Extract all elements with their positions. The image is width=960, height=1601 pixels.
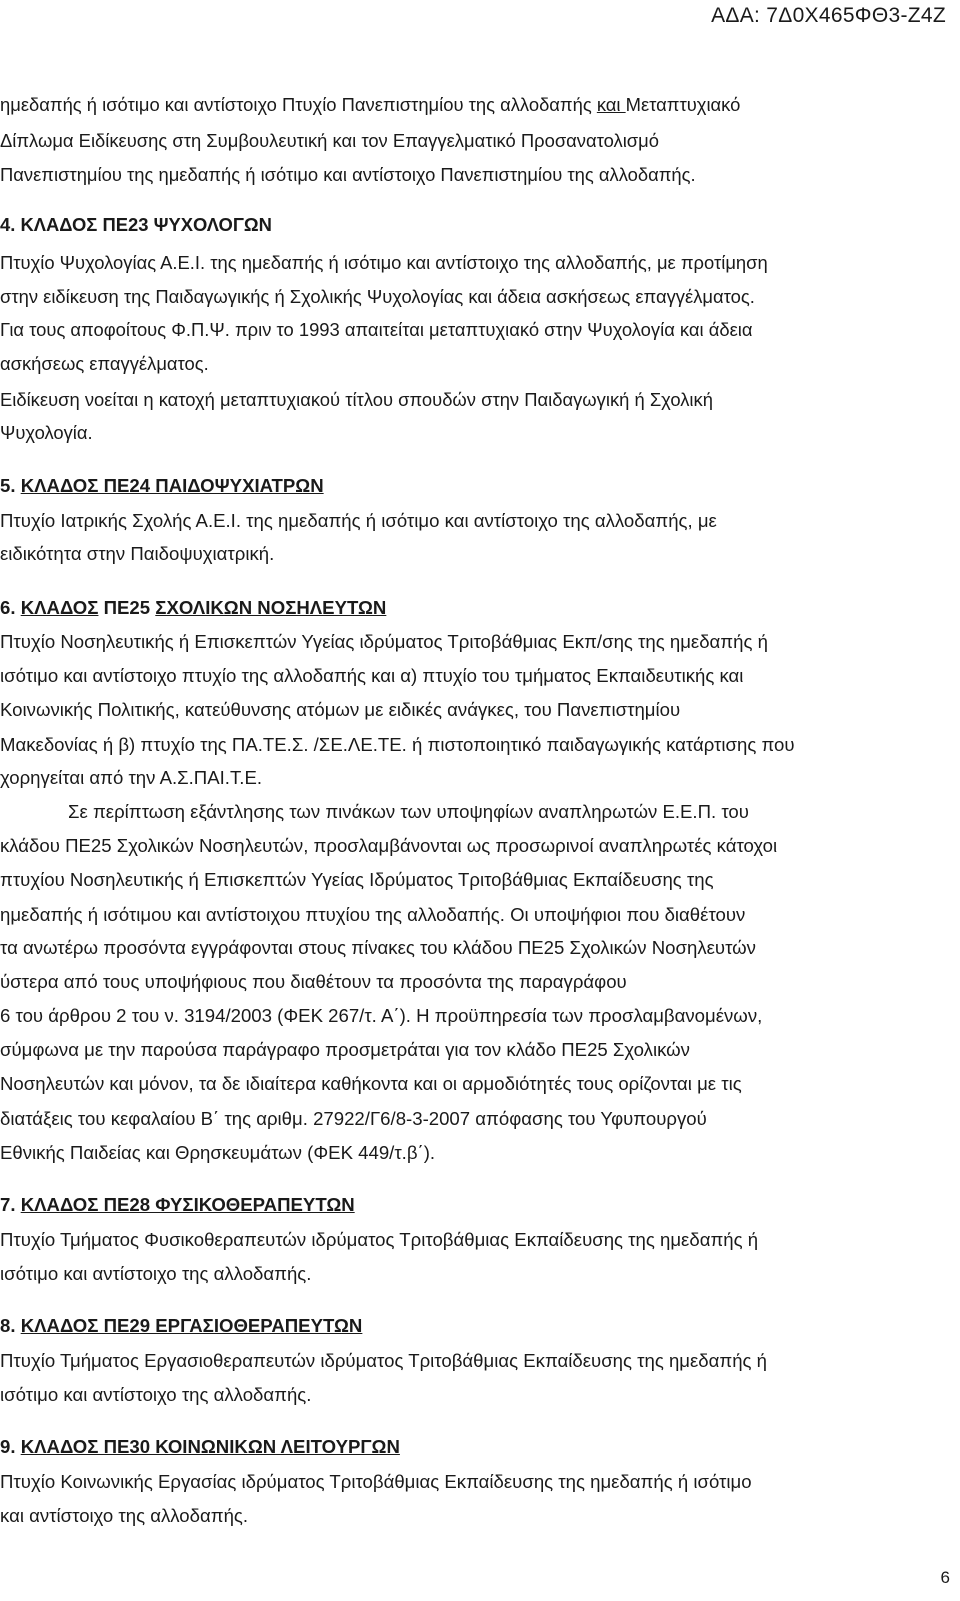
section-8-heading: 8. ΚΛΑΔΟΣ ΠΕ29 ΕΡΓΑΣΙΟΘΕΡΑΠΕΥΤΩΝ [0,1315,363,1336]
section-8-line: Πτυχίο Τμήματος Εργασιοθεραπευτών ιδρύματος Τριτοβάθμιας Εκπαίδευσης της ημεδαπής ή [0,1350,768,1371]
section-6-paragraph-line: 6 του άρθρου 2 του ν. 3194/2003 (ΦΕΚ 267/τ. Α΄). Η προϋπηρεσία των προσλαμβανομένων, [0,1005,763,1026]
section-7-heading: 7. ΚΛΑΔΟΣ ΠΕ28 ΦΥΣΙΚΟΘΕΡΑΠΕΥΤΩΝ [0,1194,355,1215]
page-number: 6 [940,1568,950,1587]
section-4-line: Ψυχολογία. [0,422,93,443]
section-6-line: ισότιμο και αντίστοιχο πτυχίο της αλλοδαπής και α) πτυχίο του τμήματος Εκπαιδευτικής και [0,665,744,686]
section-4-line: Ειδίκευση νοείται η κατοχή μεταπτυχιακού τίτλου σπουδών στην Παιδαγωγική ή Σχολική [0,389,713,410]
section-4-heading: 4. ΚΛΑΔΟΣ ΠΕ23 ΨΥΧΟΛΟΓΩΝ [0,214,272,235]
intro-line-1: ημεδαπής ή ισότιμο και αντίστοιχο Πτυχίο Πανεπιστημίου της αλλοδαπής και Μεταπτυχιακό [0,94,741,115]
intro-line-2: Δίπλωμα Ειδίκευσης στη Συμβουλευτική και τον Επαγγελματικό Προσανατολισμό [0,130,659,151]
section-6-paragraph-line: πτυχίου Νοσηλευτικής ή Επισκεπτών Υγείας Ιδρύματος Τριτοβάθμιας Εκπαίδευσης της [0,869,714,890]
section-6-paragraph-line: ημεδαπής ή ισότιμου και αντίστοιχου πτυχίου της αλλοδαπής. Οι υποψήφιοι που διαθέτουν [0,904,746,925]
section-4-line: Για τους αποφοίτους Φ.Π.Ψ. πριν το 1993 απαιτείται μεταπτυχιακό στην Ψυχολογία και άδεια [0,319,753,340]
section-6-paragraph-line: τα ανωτέρω προσόντα εγγράφονται στους πίνακες του κλάδου ΠΕ25 Σχολικών Νοσηλευτών [0,937,756,958]
section-4-line: στην ειδίκευση της Παιδαγωγικής ή Σχολικής Ψυχολογίας και άδεια ασκήσεως επαγγέλματος. [0,286,755,307]
section-6-line: Μακεδονίας ή β) πτυχίο της ΠΑ.ΤΕ.Σ. /ΣΕ.ΛΕ.ΤΕ. ή πιστοποιητικό παιδαγωγικής κατάρτισης που [0,734,795,755]
section-6-paragraph-line: Εθνικής Παιδείας και Θρησκευμάτων (ΦΕΚ 449/τ.β΄). [0,1142,436,1163]
ada-code: ΑΔΑ: 7Δ0Χ465ΦΘ3-Ζ4Ζ [711,4,946,27]
section-6-paragraph-line: Σε περίπτωση εξάντλησης των πινάκων των υποψηφίων αναπληρωτών Ε.Ε.Π. του [68,801,749,822]
section-5-line: Πτυχίο Ιατρικής Σχολής Α.Ε.Ι. της ημεδαπής ή ισότιμο και αντίστοιχο της αλλοδαπής, με [0,510,717,531]
section-9-line: και αντίστοιχο της αλλοδαπής. [0,1505,249,1526]
section-6-line: Πτυχίο Νοσηλευτικής ή Επισκεπτών Υγείας ιδρύματος Τριτοβάθμιας Εκπ/σης της ημεδαπής ή [0,631,768,652]
section-7-line: ισότιμο και αντίστοιχο της αλλοδαπής. [0,1263,312,1284]
section-6-paragraph-line: Νοσηλευτών και μόνον, τα δε ιδιαίτερα καθήκοντα και οι αρμοδιότητές τους ορίζονται με τις [0,1073,742,1094]
section-6-paragraph-line: ύστερα από τους υποψήφιους που διαθέτουν τα προσόντα της παραγράφου [0,971,627,992]
section-6-line: Κοινωνικής Πολιτικής, κατεύθυνσης ατόμων με ειδικές ανάγκες, του Πανεπιστημίου [0,699,681,720]
section-5-heading: 5. ΚΛΑΔΟΣ ΠΕ24 ΠΑΙΔΟΨΥΧΙΑΤΡΩΝ [0,475,324,496]
section-6-paragraph-line: διατάξεις του κεφαλαίου Β΄ της αριθμ. 27922/Γ6/8-3-2007 απόφασης του Υφυπουργού [0,1108,707,1129]
section-9-line: Πτυχίο Κοινωνικής Εργασίας ιδρύματος Τριτοβάθμιας Εκπαίδευσης της ημεδαπής ή ισότιμο [0,1471,752,1492]
section-6-paragraph-line: κλάδου ΠΕ25 Σχολικών Νοσηλευτών, προσλαμβάνονται ως προσωρινοί αναπληρωτές κάτοχοι [0,835,778,856]
section-8-line: ισότιμο και αντίστοιχο της αλλοδαπής. [0,1384,312,1405]
section-6-line: χορηγείται από την Α.Σ.ΠΑΙ.Τ.Ε. [0,767,263,788]
section-6-heading: 6. ΚΛΑΔΟΣ ΠΕ25 ΣΧΟΛΙΚΩΝ ΝΟΣΗΛΕΥΤΩΝ [0,597,387,618]
section-4-line: ασκήσεως επαγγέλματος. [0,353,209,374]
section-9-heading: 9. ΚΛΑΔΟΣ ΠΕ30 ΚΟΙΝΩΝΙΚΩΝ ΛΕΙΤΟΥΡΓΩΝ [0,1436,400,1457]
section-4-line: Πτυχίο Ψυχολογίας Α.Ε.Ι. της ημεδαπής ή ισότιμο και αντίστοιχο της αλλοδαπής, με προτίμηση [0,252,768,273]
intro-line-3: Πανεπιστημίου της ημεδαπής ή ισότιμο και αντίστοιχο Πανεπιστημίου της αλλοδαπής. [0,164,696,185]
section-7-line: Πτυχίο Τμήματος Φυσικοθεραπευτών ιδρύματος Τριτοβάθμιας Εκπαίδευσης της ημεδαπής ή [0,1229,759,1250]
section-5-line: ειδικότητα στην Παιδοψυχιατρική. [0,543,275,564]
section-6-paragraph-line: σύμφωνα με την παρούσα παράγραφο προσμετράται για τον κλάδο ΠΕ25 Σχολικών [0,1039,690,1060]
